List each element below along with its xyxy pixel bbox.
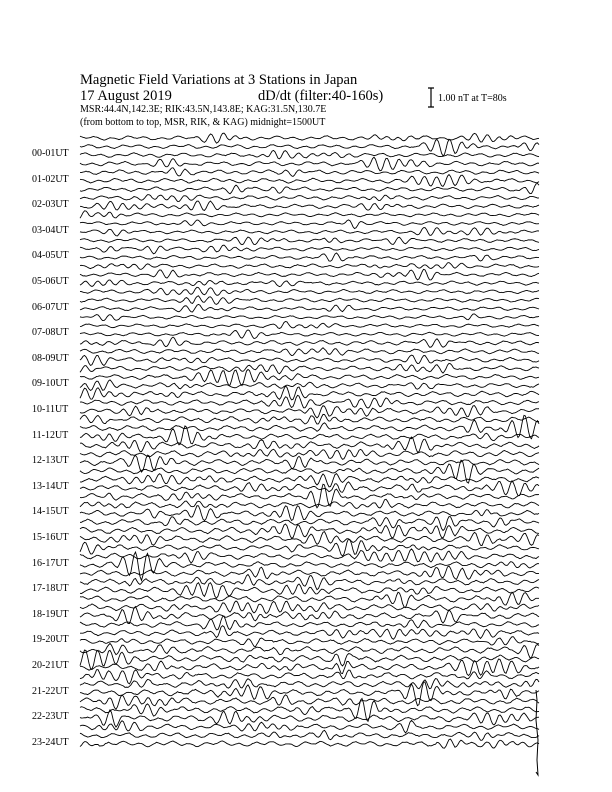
station-trace-KAG: [80, 566, 539, 579]
station-trace-KAG: [80, 133, 539, 143]
station-trace-MSR: [80, 201, 539, 210]
station-trace-MSR: [80, 380, 539, 391]
end-of-day-spike: [536, 690, 538, 775]
station-trace-MSR: [80, 583, 539, 598]
hour-label: 00-01UT: [32, 148, 69, 159]
station-trace-KAG: [80, 616, 539, 630]
station-trace-RIK: [80, 730, 539, 740]
hour-label: 17-18UT: [32, 583, 69, 595]
hour-label: 01-02UT: [32, 173, 69, 185]
station-trace-KAG: [80, 643, 539, 657]
station-trace-RIK: [80, 139, 539, 156]
date-label: 17 August 2019: [80, 88, 172, 104]
hour-label: 02-03UT: [32, 199, 69, 211]
hour-label: 20-21UT: [32, 660, 69, 671]
station-trace-MSR: [80, 659, 539, 675]
stations-info: MSR:44.4N,142.3E; RIK:43.5N,143.8E; KAG:31.5N,130.7E: [80, 104, 327, 115]
station-trace-RIK: [80, 245, 539, 254]
station-trace-RIK: [80, 220, 539, 229]
station-trace-MSR: [80, 253, 539, 261]
station-trace-KAG: [80, 263, 539, 270]
hour-label: 05-06UT: [32, 276, 69, 287]
station-trace-MSR: [80, 304, 539, 312]
station-trace-KAG: [80, 414, 539, 424]
hour-label: 23-24UT: [32, 736, 69, 748]
station-trace-RIK: [80, 321, 539, 328]
hour-label: 04-05UT: [32, 250, 69, 262]
station-trace-RIK: [80, 449, 539, 459]
station-trace-MSR: [80, 330, 539, 339]
hour-label: 03-04UT: [32, 224, 69, 236]
station-trace-RIK: [80, 269, 539, 280]
station-trace-KAG: [80, 670, 539, 684]
station-trace-MSR: [80, 228, 539, 236]
station-trace-MSR: [80, 406, 539, 418]
station-trace-MSR: [80, 355, 539, 365]
station-trace-KAG: [80, 363, 539, 373]
station-trace-MSR: [80, 150, 539, 158]
station-trace-KAG: [80, 157, 539, 171]
station-trace-MSR: [80, 607, 539, 624]
station-trace-MSR: [80, 175, 539, 187]
chart-title: Magnetic Field Variations at 3 Stations in Japan: [80, 72, 358, 88]
hour-label: 12-13UT: [32, 455, 69, 467]
station-trace-MSR: [80, 532, 539, 546]
station-trace-KAG: [80, 237, 539, 245]
hour-label: 22-23UT: [32, 711, 69, 723]
station-trace-KAG: [80, 287, 539, 295]
hour-label: 19-20UT: [32, 634, 69, 646]
component-label: dD/dt (filter:40-160s): [258, 88, 384, 104]
scale-bar: [428, 88, 434, 107]
hour-label: 15-16UT: [32, 532, 69, 543]
station-trace-RIK: [80, 626, 539, 640]
station-trace-MSR: [80, 682, 539, 706]
station-trace-KAG: [80, 386, 539, 400]
station-trace-KAG: [80, 337, 539, 347]
scale-bar-label: 1.00 nT at T=80s: [438, 93, 507, 104]
station-trace-RIK: [80, 499, 539, 508]
station-trace-RIK: [80, 679, 539, 689]
hour-label: 06-07UT: [32, 301, 69, 313]
station-trace-KAG: [80, 211, 539, 218]
hour-label: 13-14UT: [32, 480, 69, 492]
station-trace-MSR: [80, 739, 539, 748]
station-trace-RIK: [80, 348, 539, 356]
hour-label: 11-12UT: [32, 429, 69, 441]
hour-label: 07-08UT: [32, 327, 69, 339]
station-trace-KAG: [80, 183, 539, 193]
hour-label: 09-10UT: [32, 378, 69, 390]
hour-label: 18-19UT: [32, 608, 69, 620]
station-trace-MSR: [80, 637, 539, 647]
station-trace-MSR: [80, 455, 539, 472]
station-trace-KAG: [80, 720, 539, 733]
station-trace-MSR: [80, 710, 539, 727]
order-note: (from bottom to top, MSR, RIK, & KAG) midnight=1500UT: [80, 117, 326, 128]
station-trace-MSR: [80, 280, 539, 287]
station-trace-RIK: [80, 195, 539, 202]
station-trace-RIK: [80, 601, 539, 613]
station-trace-RIK: [80, 549, 539, 563]
station-trace-RIK: [80, 296, 539, 305]
hour-label: 21-22UT: [32, 685, 69, 697]
station-trace-KAG: [80, 314, 539, 321]
hour-label: 08-09UT: [32, 352, 69, 364]
station-trace-RIK: [80, 168, 539, 177]
station-trace-RIK: [80, 650, 539, 669]
station-trace-KAG: [80, 695, 539, 709]
station-trace-KAG: [80, 539, 539, 556]
hour-label: 16-17UT: [32, 557, 69, 569]
station-trace-RIK: [80, 395, 539, 408]
station-trace-RIK: [80, 370, 539, 386]
hour-label: 14-15UT: [32, 506, 69, 518]
hour-label: 10-11UT: [32, 404, 69, 415]
